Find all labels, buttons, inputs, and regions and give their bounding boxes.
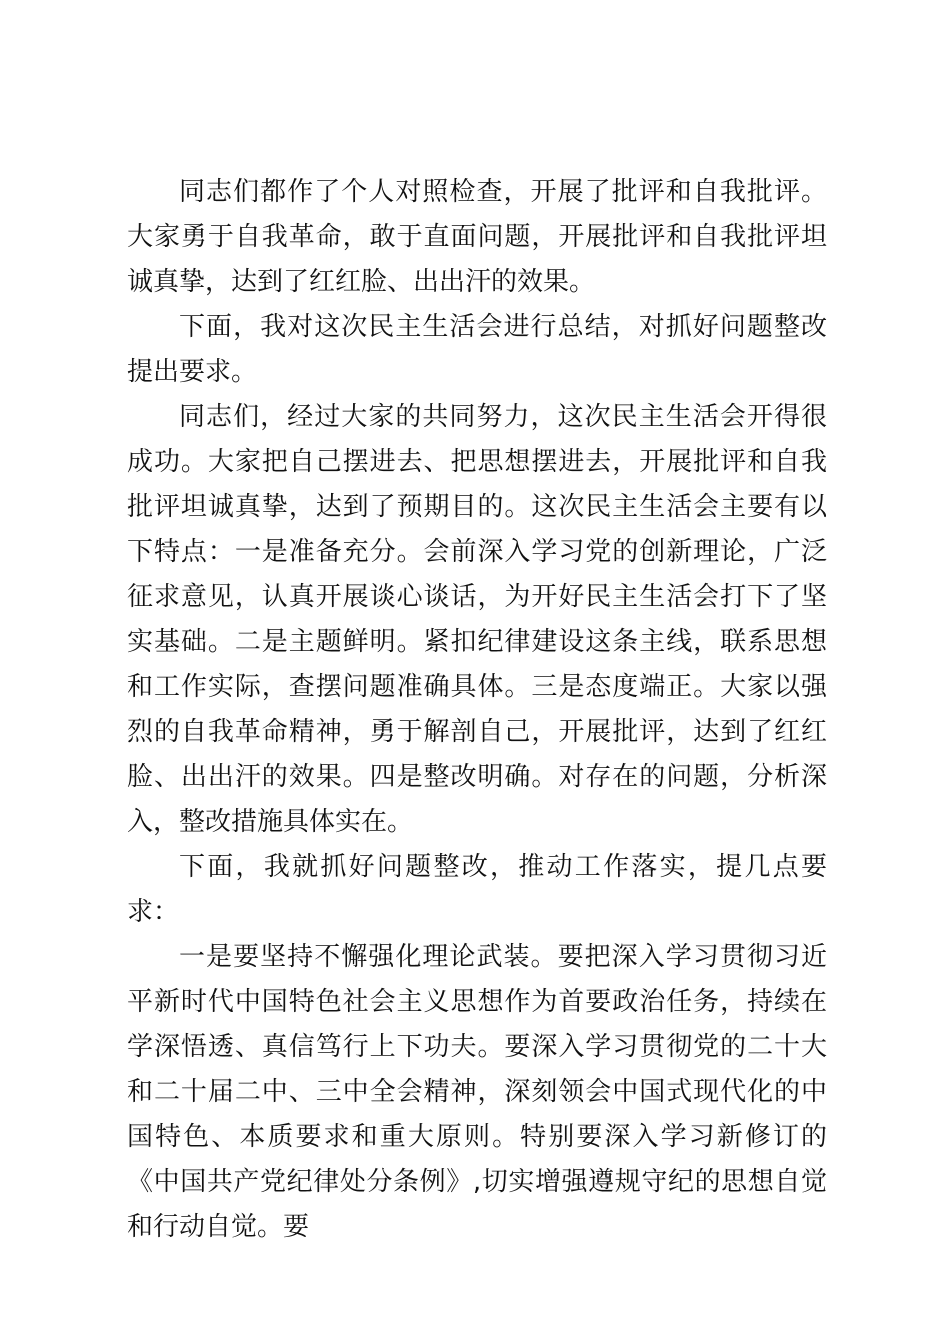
paragraph-meeting-features: 同志们，经过大家的共同努力，这次民主生活会开得很成功。大家把自己摆进去、把思想摆进去，开展批评和自我批评坦诚真挚，达到了预期目的。这次民主生活会主要有以下特点：一是准备充分。会前深入学习党的创新理论，广泛征求意见，认真开展谈心谈话，为开好民主生活会打下了坚实基础。二是主题鲜明。紧扣纪律建设这条主线，联系思想和工作实际，查摆问题准确具体。三是态度端正。大家以强烈的自我革命精神，勇于解剖自己，开展批评，达到了红红脸、出出汗的效果。四是整改明确。对存在的问题，分析深入，整改措施具体实在。 xyxy=(127,402,827,837)
paragraph-summary-intro: 下面，我对这次民主生活会进行总结，对抓好问题整改提出要求。 xyxy=(127,312,827,387)
paragraph-requirements-intro: 下面，我就抓好问题整改，推动工作落实，提几点要求： xyxy=(127,852,827,927)
paragraph-requirement-one: 一是要坚持不懈强化理论武装。要把深入学习贯彻习近平新时代中国特色社会主义思想作为首要政治任务，持续在学深悟透、真信笃行上下功夫。要深入学习贯彻党的二十大和二十届二中、三中全会精神，深刻领会中国式现代化的中国特色、本质要求和重大原则。特别要深入学习新修订的《中国共产党纪律处分条例》,切实增强遵规守纪的思想自觉和行动自觉。要 xyxy=(127,942,827,1242)
paragraph-self-criticism: 同志们都作了个人对照检查，开展了批评和自我批评。大家勇于自我革命，敢于直面问题，开展批评和自我批评坦诚真挚，达到了红红脸、出出汗的效果。 xyxy=(127,177,827,297)
document-body xyxy=(127,170,827,1250)
